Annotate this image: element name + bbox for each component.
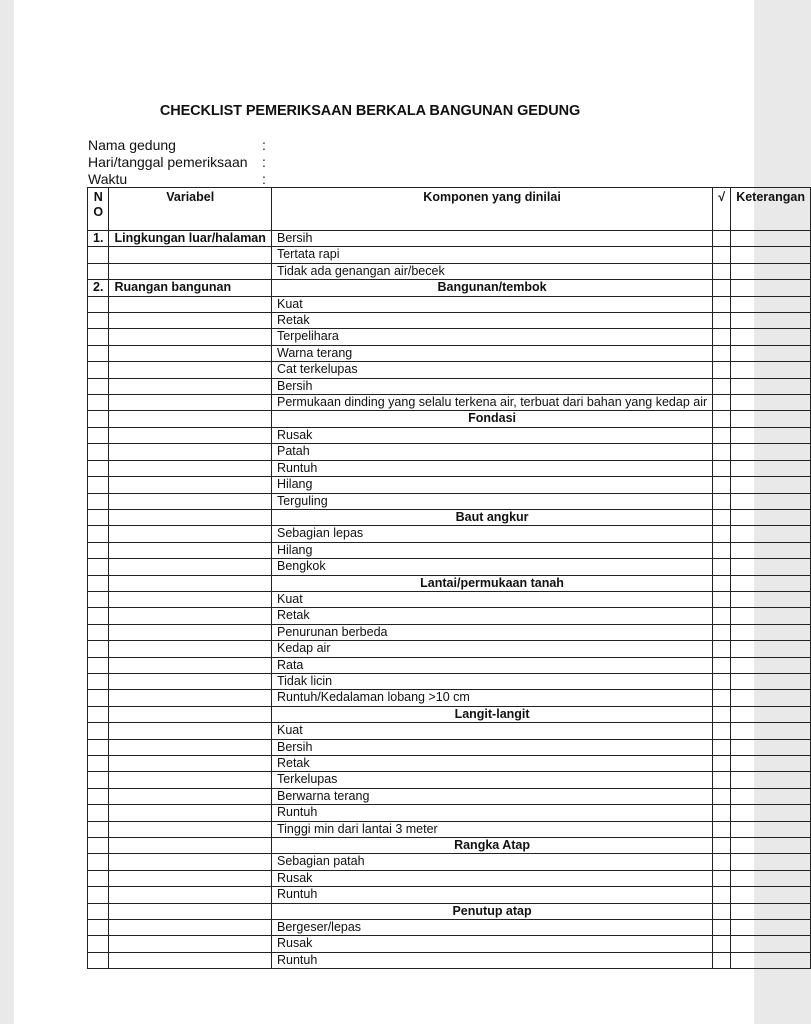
row-keterangan-cell[interactable] [731,427,811,443]
row-check-cell[interactable] [713,411,731,427]
row-number-cell [88,920,109,936]
row-variabel-cell [109,887,272,903]
row-komponen-cell: Retak [271,313,712,329]
row-number-cell [88,411,109,427]
row-variabel-cell [109,641,272,657]
row-komponen-cell: Bersih [271,739,712,755]
table-row [88,952,811,968]
row-keterangan-cell[interactable] [731,920,811,936]
row-check-cell[interactable] [713,936,731,952]
row-variabel-cell [109,756,272,772]
row-variabel-cell: Ruangan bangunan [109,280,272,296]
row-number-cell [88,952,109,968]
row-komponen-cell: Runtuh/Kedalaman lobang >10 cm [271,690,712,706]
row-keterangan-cell[interactable] [731,395,811,411]
meta-colon: : [262,154,266,170]
section-heading-cell: Rangka Atap [271,838,712,854]
table-row [88,493,811,509]
row-keterangan-cell[interactable] [731,509,811,525]
row-check-cell[interactable] [713,378,731,394]
row-number-cell [88,313,109,329]
row-variabel-cell [109,788,272,804]
header-no [88,188,109,231]
row-check-cell[interactable] [713,673,731,689]
row-check-cell[interactable] [713,641,731,657]
row-variabel-cell [109,444,272,460]
row-check-cell[interactable] [713,608,731,624]
row-komponen-cell: Kuat [271,591,712,607]
row-check-cell[interactable] [713,739,731,755]
row-check-cell[interactable] [713,805,731,821]
table-row [88,378,811,394]
row-number-cell [88,395,109,411]
row-keterangan-cell[interactable] [731,263,811,279]
row-number-cell [88,690,109,706]
row-keterangan-cell[interactable] [731,887,811,903]
row-number-cell: 1. [88,231,109,247]
row-variabel-cell [109,870,272,886]
row-variabel-cell [109,838,272,854]
row-check-cell[interactable] [713,920,731,936]
row-komponen-cell: Kuat [271,723,712,739]
row-number-cell [88,575,109,591]
row-variabel-cell [109,509,272,525]
row-keterangan-cell[interactable] [731,575,811,591]
row-komponen-cell: Sebagian patah [271,854,712,870]
row-variabel-cell [109,805,272,821]
row-variabel-cell [109,608,272,624]
table-row [88,329,811,345]
row-number-cell [88,247,109,263]
row-number-cell [88,378,109,394]
row-variabel-cell [109,690,272,706]
table-row [88,280,811,296]
row-variabel-cell [109,345,272,361]
header-variabel: Variabel [109,188,272,231]
row-variabel-cell [109,411,272,427]
row-variabel-cell [109,427,272,443]
row-keterangan-cell[interactable] [731,460,811,476]
row-variabel-cell [109,493,272,509]
row-variabel-cell [109,772,272,788]
table-row [88,477,811,493]
table-row [88,673,811,689]
row-komponen-cell: Cat terkelupas [271,362,712,378]
row-keterangan-cell[interactable] [731,411,811,427]
row-check-cell[interactable] [713,395,731,411]
row-number-cell [88,345,109,361]
row-keterangan-cell[interactable] [731,788,811,804]
row-variabel-cell [109,936,272,952]
row-keterangan-cell[interactable] [731,756,811,772]
table-row [88,296,811,312]
row-keterangan-cell[interactable] [731,280,811,296]
header-no-line1: N [93,190,103,204]
row-check-cell[interactable] [713,854,731,870]
section-heading-cell: Lantai/permukaan tanah [271,575,712,591]
row-number-cell [88,936,109,952]
row-variabel-cell [109,329,272,345]
row-number-cell [88,772,109,788]
row-number-cell [88,624,109,640]
row-check-cell[interactable] [713,591,731,607]
table-row [88,575,811,591]
row-number-cell [88,526,109,542]
row-keterangan-cell[interactable] [731,952,811,968]
row-variabel-cell [109,657,272,673]
row-variabel-cell [109,313,272,329]
section-heading-cell: Langit-langit [271,706,712,722]
table-row [88,591,811,607]
row-check-cell[interactable] [713,952,731,968]
row-variabel-cell [109,706,272,722]
row-variabel-cell [109,247,272,263]
row-komponen-cell: Runtuh [271,460,712,476]
row-keterangan-cell[interactable] [731,477,811,493]
row-number-cell [88,854,109,870]
row-variabel-cell [109,673,272,689]
table-row [88,263,811,279]
row-check-cell[interactable] [713,838,731,854]
row-komponen-cell: Bersih [271,231,712,247]
row-check-cell[interactable] [713,526,731,542]
row-check-cell[interactable] [713,559,731,575]
row-keterangan-cell[interactable] [731,231,811,247]
row-number-cell [88,329,109,345]
table-row [88,723,811,739]
row-number-cell [88,542,109,558]
table-row [88,690,811,706]
section-heading-cell: Bangunan/tembok [271,280,712,296]
checklist-table [87,187,811,969]
row-komponen-cell: Rusak [271,427,712,443]
meta-row-nama-gedung [88,137,266,154]
row-number-cell [88,739,109,755]
row-number-cell [88,723,109,739]
table-row [88,657,811,673]
row-number-cell [88,460,109,476]
row-keterangan-cell[interactable] [731,624,811,640]
table-row [88,444,811,460]
row-komponen-cell: Retak [271,608,712,624]
row-komponen-cell: Terguling [271,493,712,509]
table-row [88,526,811,542]
row-komponen-cell: Retak [271,756,712,772]
table-row [88,920,811,936]
row-number-cell [88,591,109,607]
row-variabel-cell [109,477,272,493]
meta-block [88,137,266,188]
row-komponen-cell: Rusak [271,936,712,952]
row-komponen-cell: Bersih [271,378,712,394]
table-row [88,772,811,788]
row-check-cell[interactable] [713,624,731,640]
row-check-cell[interactable] [713,313,731,329]
row-number-cell [88,444,109,460]
row-check-cell[interactable] [713,903,731,919]
table-body [88,231,811,969]
row-komponen-cell: Warna terang [271,345,712,361]
table-row [88,756,811,772]
row-variabel-cell [109,263,272,279]
row-number-cell [88,362,109,378]
row-variabel-cell [109,952,272,968]
row-variabel-cell [109,296,272,312]
row-check-cell[interactable] [713,657,731,673]
row-variabel-cell: Lingkungan luar/halaman [109,231,272,247]
table-row [88,739,811,755]
header-check: √ [713,188,731,231]
meta-row-waktu [88,171,266,188]
row-check-cell[interactable] [713,756,731,772]
row-check-cell[interactable] [713,460,731,476]
meta-row-hari-tanggal [88,154,266,171]
row-number-cell: 2. [88,280,109,296]
row-komponen-cell: Runtuh [271,952,712,968]
row-keterangan-cell[interactable] [731,247,811,263]
row-keterangan-cell[interactable] [731,591,811,607]
section-heading-cell: Fondasi [271,411,712,427]
row-variabel-cell [109,559,272,575]
row-variabel-cell [109,575,272,591]
row-keterangan-cell[interactable] [731,542,811,558]
row-keterangan-cell[interactable] [731,493,811,509]
row-check-cell[interactable] [713,444,731,460]
row-keterangan-cell[interactable] [731,706,811,722]
row-check-cell[interactable] [713,788,731,804]
section-heading-cell: Penutup atap [271,903,712,919]
row-keterangan-cell[interactable] [731,673,811,689]
meta-colon: : [262,137,266,153]
row-check-cell[interactable] [713,870,731,886]
row-number-cell [88,493,109,509]
row-keterangan-cell[interactable] [731,444,811,460]
table-row [88,936,811,952]
row-variabel-cell [109,821,272,837]
row-komponen-cell: Terkelupas [271,772,712,788]
table-row [88,805,811,821]
table-row [88,821,811,837]
table-row [88,559,811,575]
table-row [88,313,811,329]
table-row [88,427,811,443]
row-keterangan-cell[interactable] [731,739,811,755]
row-check-cell[interactable] [713,542,731,558]
header-no-line2: O [93,205,104,220]
row-keterangan-cell[interactable] [731,772,811,788]
row-variabel-cell [109,460,272,476]
row-komponen-cell: Hilang [271,477,712,493]
row-number-cell [88,608,109,624]
table-row [88,870,811,886]
row-variabel-cell [109,542,272,558]
row-keterangan-cell[interactable] [731,559,811,575]
row-komponen-cell: Bergeser/lepas [271,920,712,936]
row-keterangan-cell[interactable] [731,313,811,329]
row-variabel-cell [109,723,272,739]
row-number-cell [88,870,109,886]
header-komponen: Komponen yang dinilai [271,188,712,231]
row-check-cell[interactable] [713,296,731,312]
row-keterangan-cell[interactable] [731,641,811,657]
row-keterangan-cell[interactable] [731,345,811,361]
row-komponen-cell: Rata [271,657,712,673]
row-number-cell [88,788,109,804]
row-komponen-cell: Permukaan dinding yang selalu terkena air, terbuat dari bahan yang kedap air [271,395,712,411]
table-row [88,411,811,427]
row-number-cell [88,805,109,821]
table-row [88,345,811,361]
row-keterangan-cell[interactable] [731,805,811,821]
row-komponen-cell: Runtuh [271,887,712,903]
row-number-cell [88,427,109,443]
row-keterangan-cell[interactable] [731,296,811,312]
row-check-cell[interactable] [713,362,731,378]
row-number-cell [88,641,109,657]
row-komponen-cell: Bengkok [271,559,712,575]
row-keterangan-cell[interactable] [731,690,811,706]
row-variabel-cell [109,591,272,607]
row-variabel-cell [109,739,272,755]
row-komponen-cell: Tidak licin [271,673,712,689]
row-variabel-cell [109,362,272,378]
row-check-cell[interactable] [713,247,731,263]
table-row [88,231,811,247]
row-komponen-cell: Tinggi min dari lantai 3 meter [271,821,712,837]
row-number-cell [88,673,109,689]
row-check-cell[interactable] [713,706,731,722]
row-keterangan-cell[interactable] [731,608,811,624]
row-number-cell [88,821,109,837]
table-row [88,542,811,558]
row-komponen-cell: Patah [271,444,712,460]
row-variabel-cell [109,903,272,919]
row-check-cell[interactable] [713,690,731,706]
meta-label: Hari/tanggal pemeriksaan [88,154,248,170]
table-row [88,395,811,411]
row-check-cell[interactable] [713,477,731,493]
section-heading-cell: Baut angkur [271,509,712,525]
row-komponen-cell: Runtuh [271,805,712,821]
row-komponen-cell: Hilang [271,542,712,558]
table-row [88,838,811,854]
row-keterangan-cell[interactable] [731,903,811,919]
row-check-cell[interactable] [713,427,731,443]
row-variabel-cell [109,624,272,640]
row-komponen-cell: Berwarna terang [271,788,712,804]
row-keterangan-cell[interactable] [731,936,811,952]
row-komponen-cell: Kuat [271,296,712,312]
table-row [88,641,811,657]
row-variabel-cell [109,395,272,411]
row-check-cell[interactable] [713,575,731,591]
row-keterangan-cell[interactable] [731,378,811,394]
row-variabel-cell [109,378,272,394]
row-check-cell[interactable] [713,263,731,279]
row-number-cell [88,706,109,722]
row-komponen-cell: Terpelihara [271,329,712,345]
table-row [88,247,811,263]
row-keterangan-cell[interactable] [731,821,811,837]
row-komponen-cell: Rusak [271,870,712,886]
row-number-cell [88,657,109,673]
table-row [88,624,811,640]
row-keterangan-cell[interactable] [731,870,811,886]
row-check-cell[interactable] [713,887,731,903]
row-number-cell [88,903,109,919]
row-check-cell[interactable] [713,509,731,525]
row-number-cell [88,559,109,575]
row-number-cell [88,263,109,279]
row-number-cell [88,838,109,854]
meta-colon: : [262,171,266,187]
row-komponen-cell: Tidak ada genangan air/becek [271,263,712,279]
table-row [88,788,811,804]
row-check-cell[interactable] [713,723,731,739]
table-row [88,608,811,624]
table-row [88,854,811,870]
row-check-cell[interactable] [713,821,731,837]
row-keterangan-cell[interactable] [731,723,811,739]
row-keterangan-cell[interactable] [731,838,811,854]
row-number-cell [88,296,109,312]
table-header-row [88,188,811,231]
row-variabel-cell [109,854,272,870]
meta-label: Nama gedung [88,137,176,153]
row-number-cell [88,756,109,772]
row-variabel-cell [109,920,272,936]
row-komponen-cell: Penurunan berbeda [271,624,712,640]
row-number-cell [88,509,109,525]
row-check-cell[interactable] [713,493,731,509]
row-komponen-cell: Kedap air [271,641,712,657]
table-row [88,706,811,722]
table-row [88,887,811,903]
table-row [88,509,811,525]
row-komponen-cell: Tertata rapi [271,247,712,263]
table-row [88,903,811,919]
row-keterangan-cell[interactable] [731,854,811,870]
row-number-cell [88,477,109,493]
row-check-cell[interactable] [713,280,731,296]
table-row [88,460,811,476]
row-keterangan-cell[interactable] [731,362,811,378]
row-keterangan-cell[interactable] [731,329,811,345]
row-keterangan-cell[interactable] [731,526,811,542]
table-row [88,362,811,378]
row-check-cell[interactable] [713,345,731,361]
row-variabel-cell [109,526,272,542]
row-number-cell [88,887,109,903]
row-check-cell[interactable] [713,231,731,247]
row-check-cell[interactable] [713,329,731,345]
row-check-cell[interactable] [713,772,731,788]
header-keterangan: Keterangan [731,188,811,231]
meta-label: Waktu [88,171,128,187]
row-keterangan-cell[interactable] [731,657,811,673]
document-title: CHECKLIST PEMERIKSAAN BERKALA BANGUNAN GEDUNG [159,103,581,119]
row-komponen-cell: Sebagian lepas [271,526,712,542]
